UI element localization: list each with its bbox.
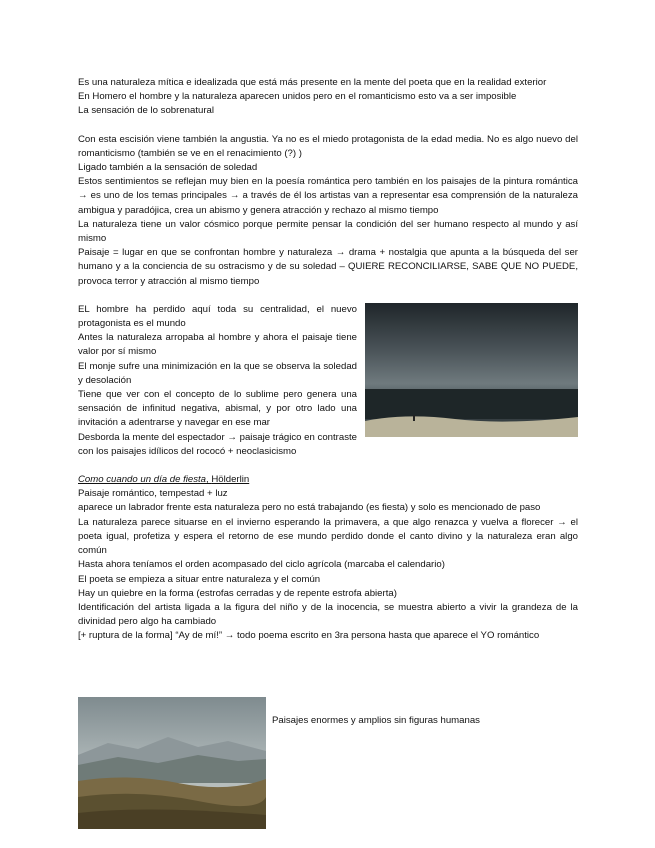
paragraph: El monje sufre una minimización en la que se observa la soledad y desolación <box>78 360 357 386</box>
paragraph: Hay un quiebre en la forma (estrofas cerradas y de repente estrofa abierta) <box>78 587 397 599</box>
document-page <box>78 76 578 644</box>
landscape-painting <box>78 697 266 829</box>
monk-by-the-sea-painting <box>365 303 578 437</box>
paragraph: Desborda la mente del espectador → paisaje trágico en contraste con los paisajes idílicos del rococó + neoclasicismo <box>78 431 357 457</box>
paragraph: El poeta se empieza a situar entre naturaleza y el común <box>78 573 321 585</box>
paragraph: Hasta ahora teníamos el orden acompasado del ciclo agrícola (marcaba el calendario) <box>78 559 445 571</box>
paragraph: [+ ruptura de la forma] “Ay de mí!” → todo poema escrito en 3ra persona hasta que aparece el YO romántico <box>78 630 540 642</box>
paragraph: Es una naturaleza mítica e idealizada que está más presente en la mente del poeta que en la realidad exterior <box>78 77 547 88</box>
paragraph: Paisaje = lugar en que se confrontan hombre y naturaleza → drama + nostalgia que apunta a la búsqueda del ser humano y a la conciencia de su ostracismo y de su soledad – QUIERE RECONCILIARSE, SABE QUE NO PUEDE, provoca terror y atracción al mismo tiempo <box>78 247 578 287</box>
poem-title: Como cuando un día de fiesta <box>78 474 207 486</box>
paragraph: La naturaleza parece situarse en el invierno esperando la primavera, a que algo renazca y vuelva a florecer → el poeta igual, profetiza y espera el retorno de ese mundo perdido donde el canto divino y la naturaleza eran algo común <box>78 516 578 557</box>
paragraph: Antes la naturaleza arropaba al hombre y ahora el paisaje tiene valor por sí mismo <box>78 332 357 358</box>
paragraph: Ligado también a la sensación de soledad <box>78 162 258 174</box>
paragraph: aparece un labrador frente esta naturaleza pero no está trabajando (es fiesta) y solo es mencionado de paso <box>78 502 541 514</box>
paragraph: La naturaleza tiene un valor cósmico porque permite pensar la condición del ser humano respecto al mundo y así mismo <box>78 218 578 245</box>
poem-author: Hölderlin <box>211 474 250 486</box>
figure-caption: Paisajes enormes y amplios sin figuras humanas <box>272 715 480 726</box>
paragraph: Paisaje romántico, tempestad + luz <box>78 488 228 500</box>
section-heading <box>78 473 578 487</box>
paragraph: Identificación del artista ligada a la figura del niño y de la inocencia, se muestra abierto a vivir la grandeza de la divinidad pero algo ha cambiado <box>78 601 578 628</box>
paragraph: Tiene que ver con el concepto de lo sublime pero genera una sensación de infinitud negativa, abismal, y por otro lado una invitación a adentrarse y navegar en ese mar <box>78 389 357 429</box>
paragraph: En Homero el hombre y la naturaleza aparecen unidos pero en el romanticismo esto va a ser imposible <box>78 91 517 103</box>
paragraph: Con esta escisión viene también la angustia. Ya no es el miedo protagonista de la edad media. No es algo nuevo del romanticismo (también se ve en el renacimiento (?) ) <box>78 133 578 159</box>
heading-separator: , <box>206 474 212 486</box>
paragraph: Estos sentimientos se reflejan muy bien en la poesía romántica pero también en los paisajes de la pintura romántica → es uno de los temas principales → a través de él los artistas van a representar esa comprensión de la naturaleza ambigua y paradójica, crea un abismo y genera atracción y rechazo al mismo tiempo <box>78 176 578 216</box>
paragraph: La sensación de lo sobrenatural <box>78 105 215 117</box>
paragraph: EL hombre ha perdido aquí toda su centralidad, el nuevo protagonista es el mundo <box>78 303 357 330</box>
